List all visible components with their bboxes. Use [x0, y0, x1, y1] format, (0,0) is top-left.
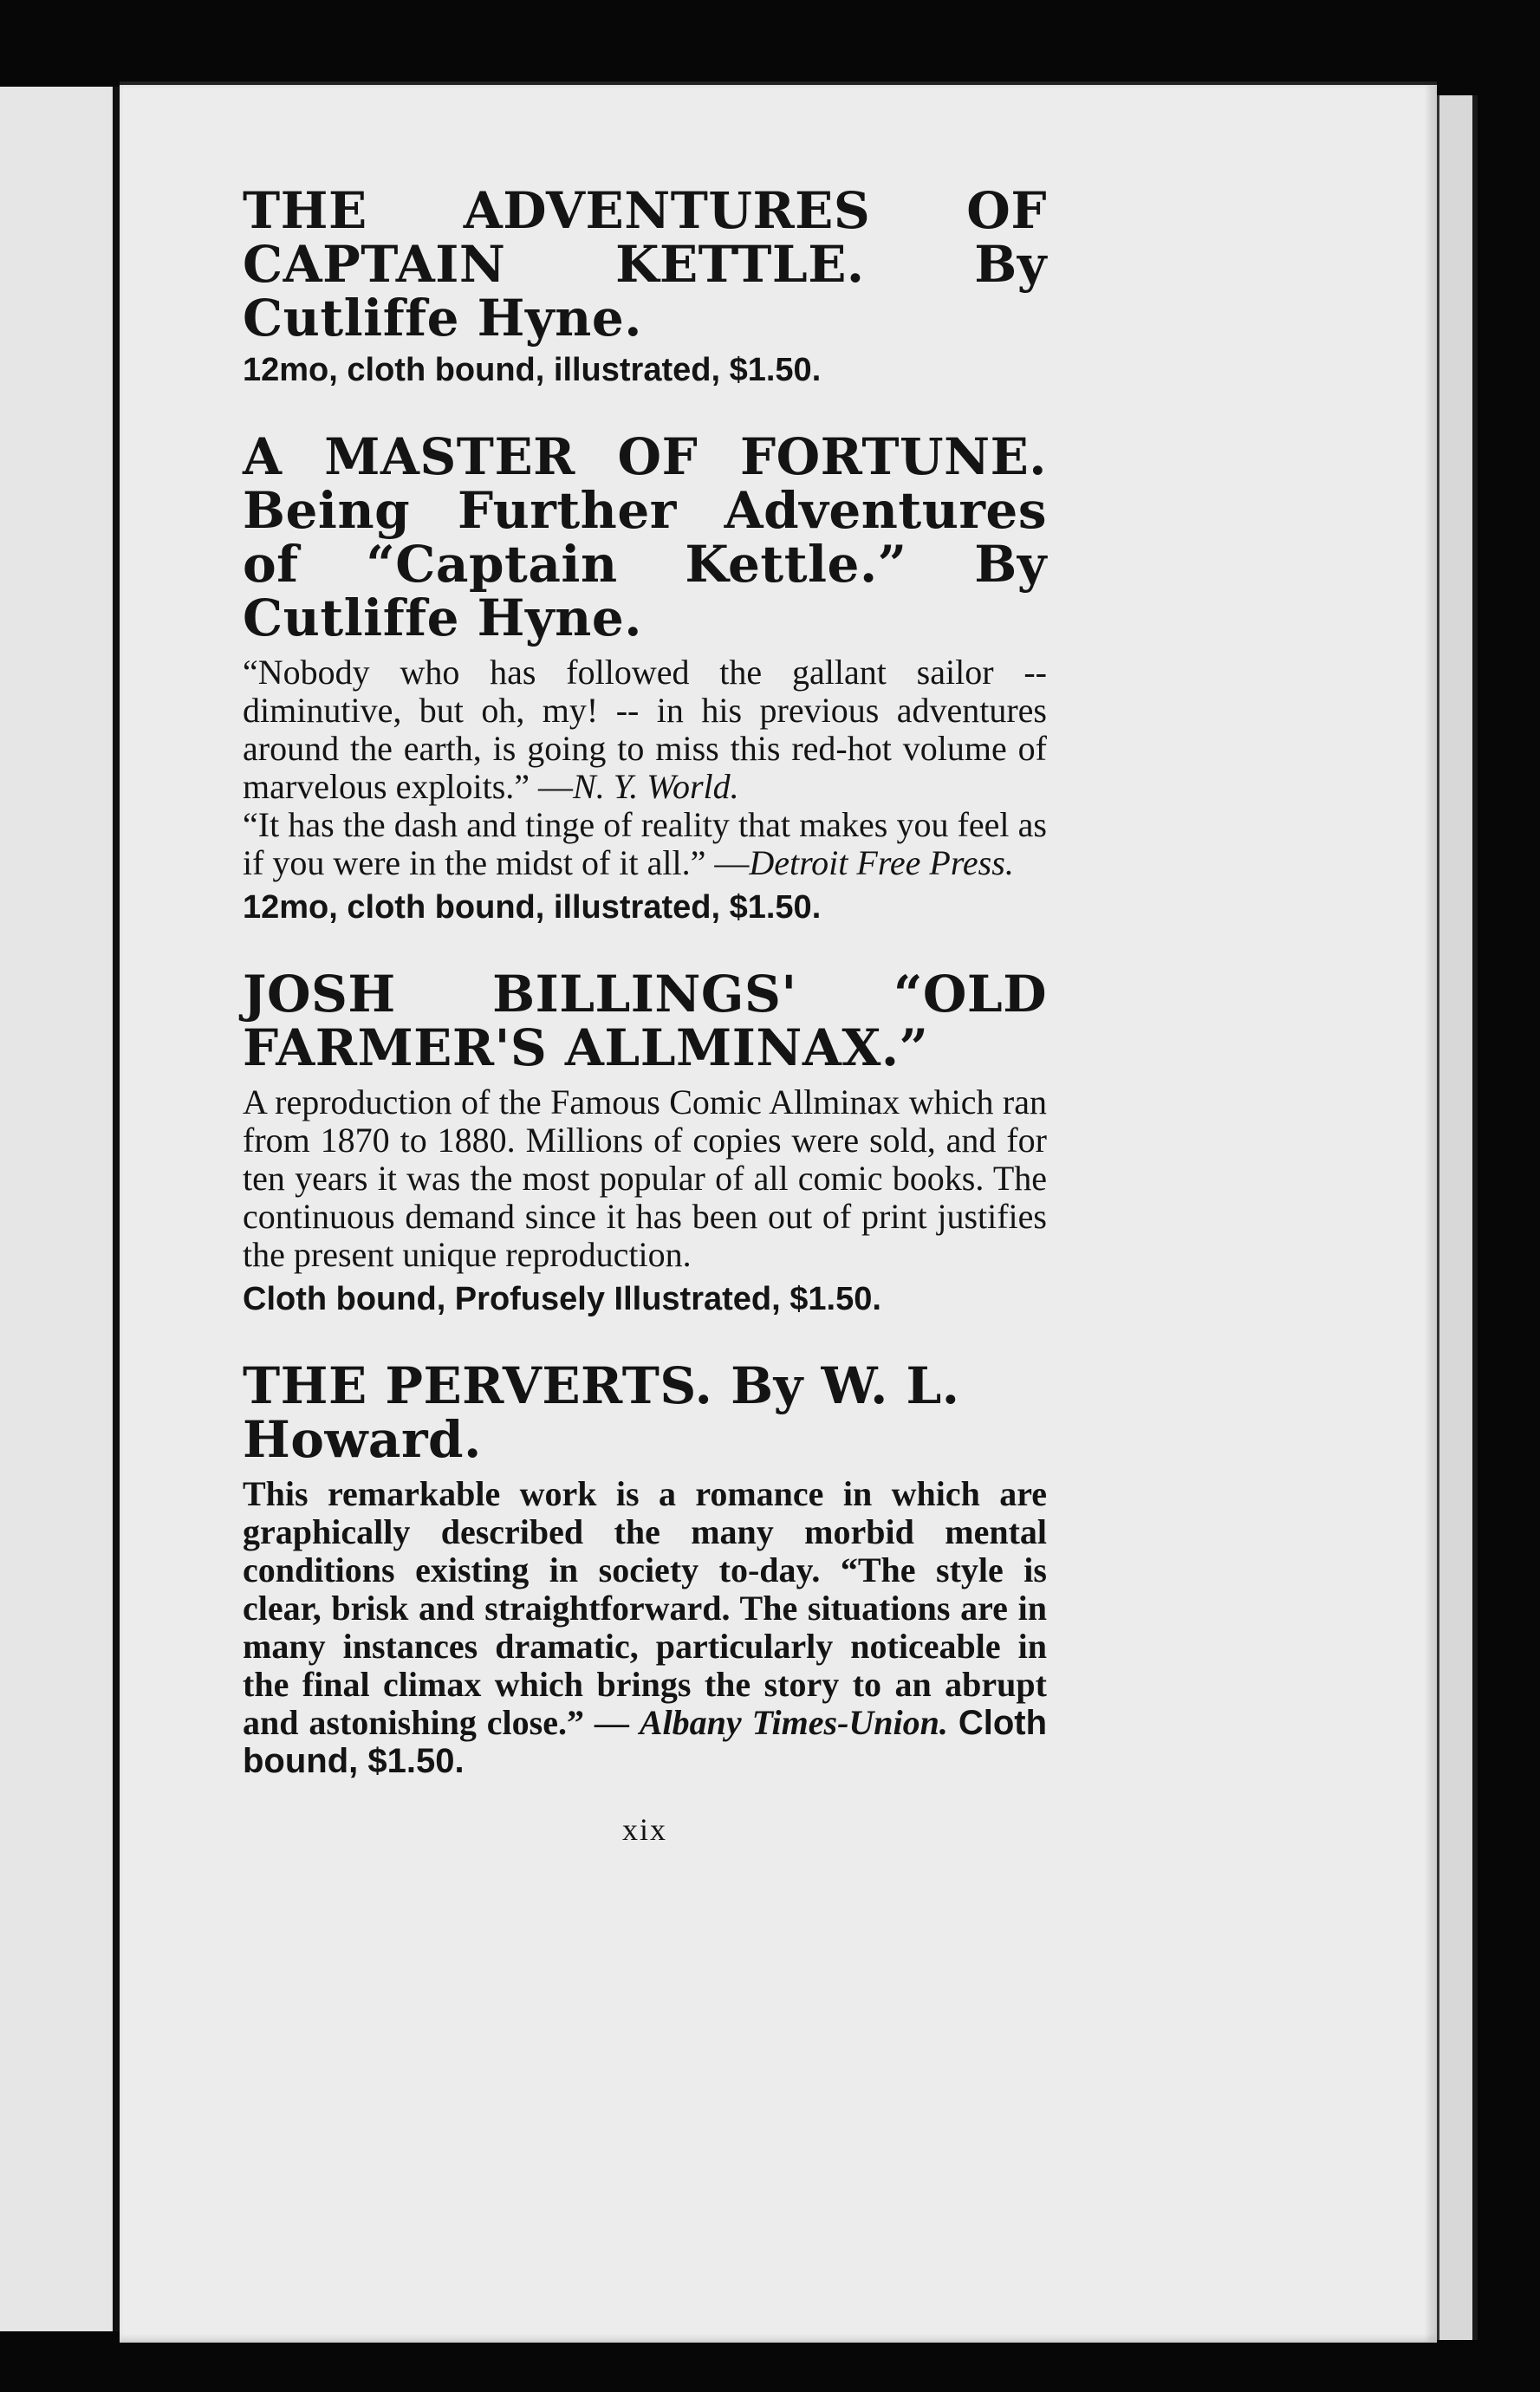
entry-price: Cloth bound, $1.50.: [243, 1704, 1048, 1780]
review-quote: [243, 653, 1047, 806]
entry-description: A reproduction of the Famous Comic Allminax which ran from 1870 to 1880. Millions of copies were sold, and for ten years it was the most popular of all comic books. The continuous demand since it has been out of print justifies the present unique reproduction.: [243, 1082, 1047, 1274]
description-text: This remarkable work is a romance in which are graphically described the many morbid mental conditions existing in society to-day. “The style is clear, brisk and straightforward. The situations are in many instances dramatic, particularly noticeable in the final climax which brings the story to an abrupt and astonishing close.” —: [243, 1474, 1047, 1742]
entry-price: 12mo, cloth bound, illustrated, $1.50.: [243, 352, 822, 388]
ad-entry-master-of-fortune: [243, 427, 1047, 927]
review-quote: [243, 806, 1047, 882]
advertisement-column: [243, 181, 1048, 1848]
quote-source: Albany Times-Union.: [639, 1703, 948, 1742]
entry-title: THE PERVERTS. By W. L. Howard.: [243, 1356, 960, 1469]
ad-entry-captain-kettle: [243, 181, 1047, 390]
entry-title: THE ADVENTURES OF CAPTAIN KETTLE. By Cutliffe Hyne.: [243, 181, 1047, 348]
quote-text: “It has the dash and tinge of reality that makes you feel as if you were in the midst of it all.” —: [243, 805, 1047, 882]
entry-title: A MASTER OF FORTUNE. Being Further Adventures of “Captain Kettle.” By Cutliffe Hyne.: [243, 427, 1047, 647]
entry-price: 12mo, cloth bound, illustrated, $1.50.: [243, 889, 822, 926]
page-number: xix: [621, 1812, 667, 1847]
quote-source: Detroit Free Press.: [749, 843, 1014, 882]
entry-description: [243, 1475, 1047, 1780]
entry-title: JOSH BILLINGS' “OLD FARMER'S ALLMINAX.”: [243, 965, 1047, 1077]
entry-price: Cloth bound, Profusely Illustrated, $1.50.: [243, 1281, 881, 1317]
facing-page-edge: [0, 87, 120, 2331]
quote-text: “Nobody who has followed the gallant sailor -- diminutive, but oh, my! -- in his previous adventures around the earth, is going to miss this red-hot volume of marvelous exploits.” —: [243, 653, 1047, 806]
quote-source: N. Y. World.: [573, 767, 739, 806]
ad-entry-allminax: [243, 967, 1047, 1319]
page-edge-right: [1437, 95, 1478, 2340]
ad-entry-perverts: [243, 1356, 1048, 1780]
